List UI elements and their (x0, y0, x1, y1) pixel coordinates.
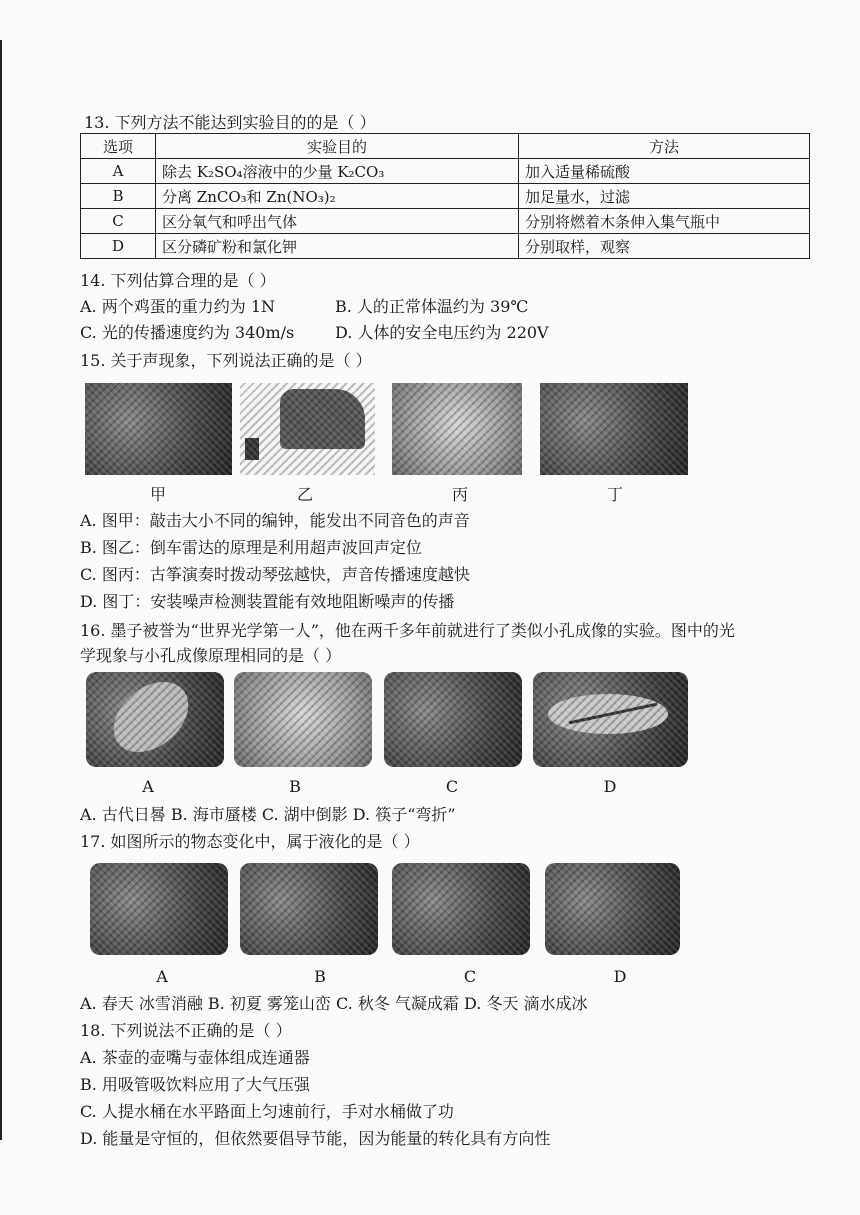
noise-monitor-image (540, 383, 688, 475)
q14-option-c: C. 光的传播速度约为 340m/s (80, 323, 295, 342)
bent-chopsticks-image (533, 672, 688, 767)
q16-stem-line1: 16. 墨子被誉为“世界光学第一人”，他在两千多年前就进行了类似小孔成像的实验。图中的光 (80, 621, 735, 640)
q16-caption-d: D (603, 777, 617, 796)
q13-stem: 13. 下列方法不能达到实验目的的是（ ） (84, 113, 376, 132)
table-row (81, 184, 810, 209)
row-goal: 除去 K₂SO₄溶液中的少量 K₂CO₃ (156, 159, 519, 184)
q18-option-a: A. 茶壶的壶嘴与壶体组成连通器 (80, 1048, 310, 1067)
q16-options: A. 古代日晷 B. 海市蜃楼 C. 湖中倒影 D. 筷子“弯折” (80, 805, 456, 824)
row-option: B (81, 184, 156, 209)
row-option: C (81, 209, 156, 234)
mirage-image (234, 672, 372, 767)
row-method: 加入适量稀硫酸 (519, 159, 810, 184)
q14-stem: 14. 下列估算合理的是（ ） (80, 271, 276, 290)
header-option: 选项 (81, 134, 156, 159)
frost-image (392, 863, 530, 955)
fog-mountains-image (240, 863, 378, 955)
q17-caption-a: A (156, 967, 168, 986)
q17-stem: 17. 如图所示的物态变化中，属于液化的是（ ） (80, 832, 420, 851)
table-header-row (81, 134, 810, 159)
guzheng-image (392, 383, 522, 475)
q16-caption-a: A (142, 777, 154, 796)
q17-options: A. 春天 冰雪消融 B. 初夏 雾笼山峦 C. 秋冬 气凝成霜 D. 冬天 滴水成冰 (80, 994, 588, 1013)
lake-reflection-image (384, 672, 522, 767)
q17-caption-d: D (613, 967, 627, 986)
row-method: 分别取样，观察 (519, 234, 810, 259)
reversing-radar-image (240, 383, 375, 475)
header-method: 方法 (519, 134, 810, 159)
q14-option-d: D. 人体的安全电压约为 220V (335, 323, 549, 342)
q17-caption-c: C (463, 967, 477, 986)
q15-option-b: B. 图乙：倒车雷达的原理是利用超声波回声定位 (80, 538, 422, 557)
table-row (81, 159, 810, 184)
table-row (81, 234, 810, 259)
q15-caption-yi: 乙 (296, 485, 313, 504)
table-row (81, 209, 810, 234)
q13-table (80, 133, 810, 259)
q18-stem: 18. 下列说法不正确的是（ ） (80, 1021, 292, 1040)
q14-option-a: A. 两个鸡蛋的重力约为 1N (80, 297, 275, 316)
q18-option-b: B. 用吸管吸饮料应用了大气压强 (80, 1075, 310, 1094)
row-option: A (81, 159, 156, 184)
q16-caption-c: C (445, 777, 459, 796)
row-goal: 区分磷矿粉和氯化钾 (156, 234, 519, 259)
bianzhong-image (85, 383, 232, 475)
row-method: 分别将燃着木条伸入集气瓶中 (519, 209, 810, 234)
q15-option-c: C. 图丙：古筝演奏时拨动琴弦越快，声音传播速度越快 (80, 565, 470, 584)
q15-caption-bing: 丙 (451, 485, 468, 504)
q17-caption-b: B (314, 967, 326, 986)
page-edge-rule (0, 40, 2, 1140)
q15-option-a: A. 图甲：敲击大小不同的编钟，能发出不同音色的声音 (80, 511, 470, 530)
q18-option-c: C. 人提水桶在水平路面上匀速前行，手对水桶做了功 (80, 1102, 454, 1121)
q14-option-b: B. 人的正常体温约为 39℃ (335, 297, 529, 316)
q15-stem: 15. 关于声现象，下列说法正确的是（ ） (80, 351, 372, 370)
sundial-image (86, 672, 224, 767)
melting-snow-image (90, 863, 228, 955)
row-goal: 分离 ZnCO₃和 Zn(NO₃)₂ (156, 184, 519, 209)
icicles-image (545, 863, 680, 955)
row-method: 加足量水，过滤 (519, 184, 810, 209)
header-goal: 实验目的 (156, 134, 519, 159)
q16-stem-line2: 学现象与小孔成像原理相同的是（ ） (80, 646, 342, 665)
q15-option-d: D. 图丁：安装噪声检测装置能有效地阻断噪声的传播 (80, 592, 455, 611)
q16-caption-b: B (289, 777, 301, 796)
q15-caption-ding: 丁 (606, 485, 623, 504)
row-goal: 区分氧气和呼出气体 (156, 209, 519, 234)
q18-option-d: D. 能量是守恒的，但依然要倡导节能，因为能量的转化具有方向性 (80, 1129, 551, 1148)
q15-caption-jia: 甲 (149, 485, 166, 504)
row-option: D (81, 234, 156, 259)
